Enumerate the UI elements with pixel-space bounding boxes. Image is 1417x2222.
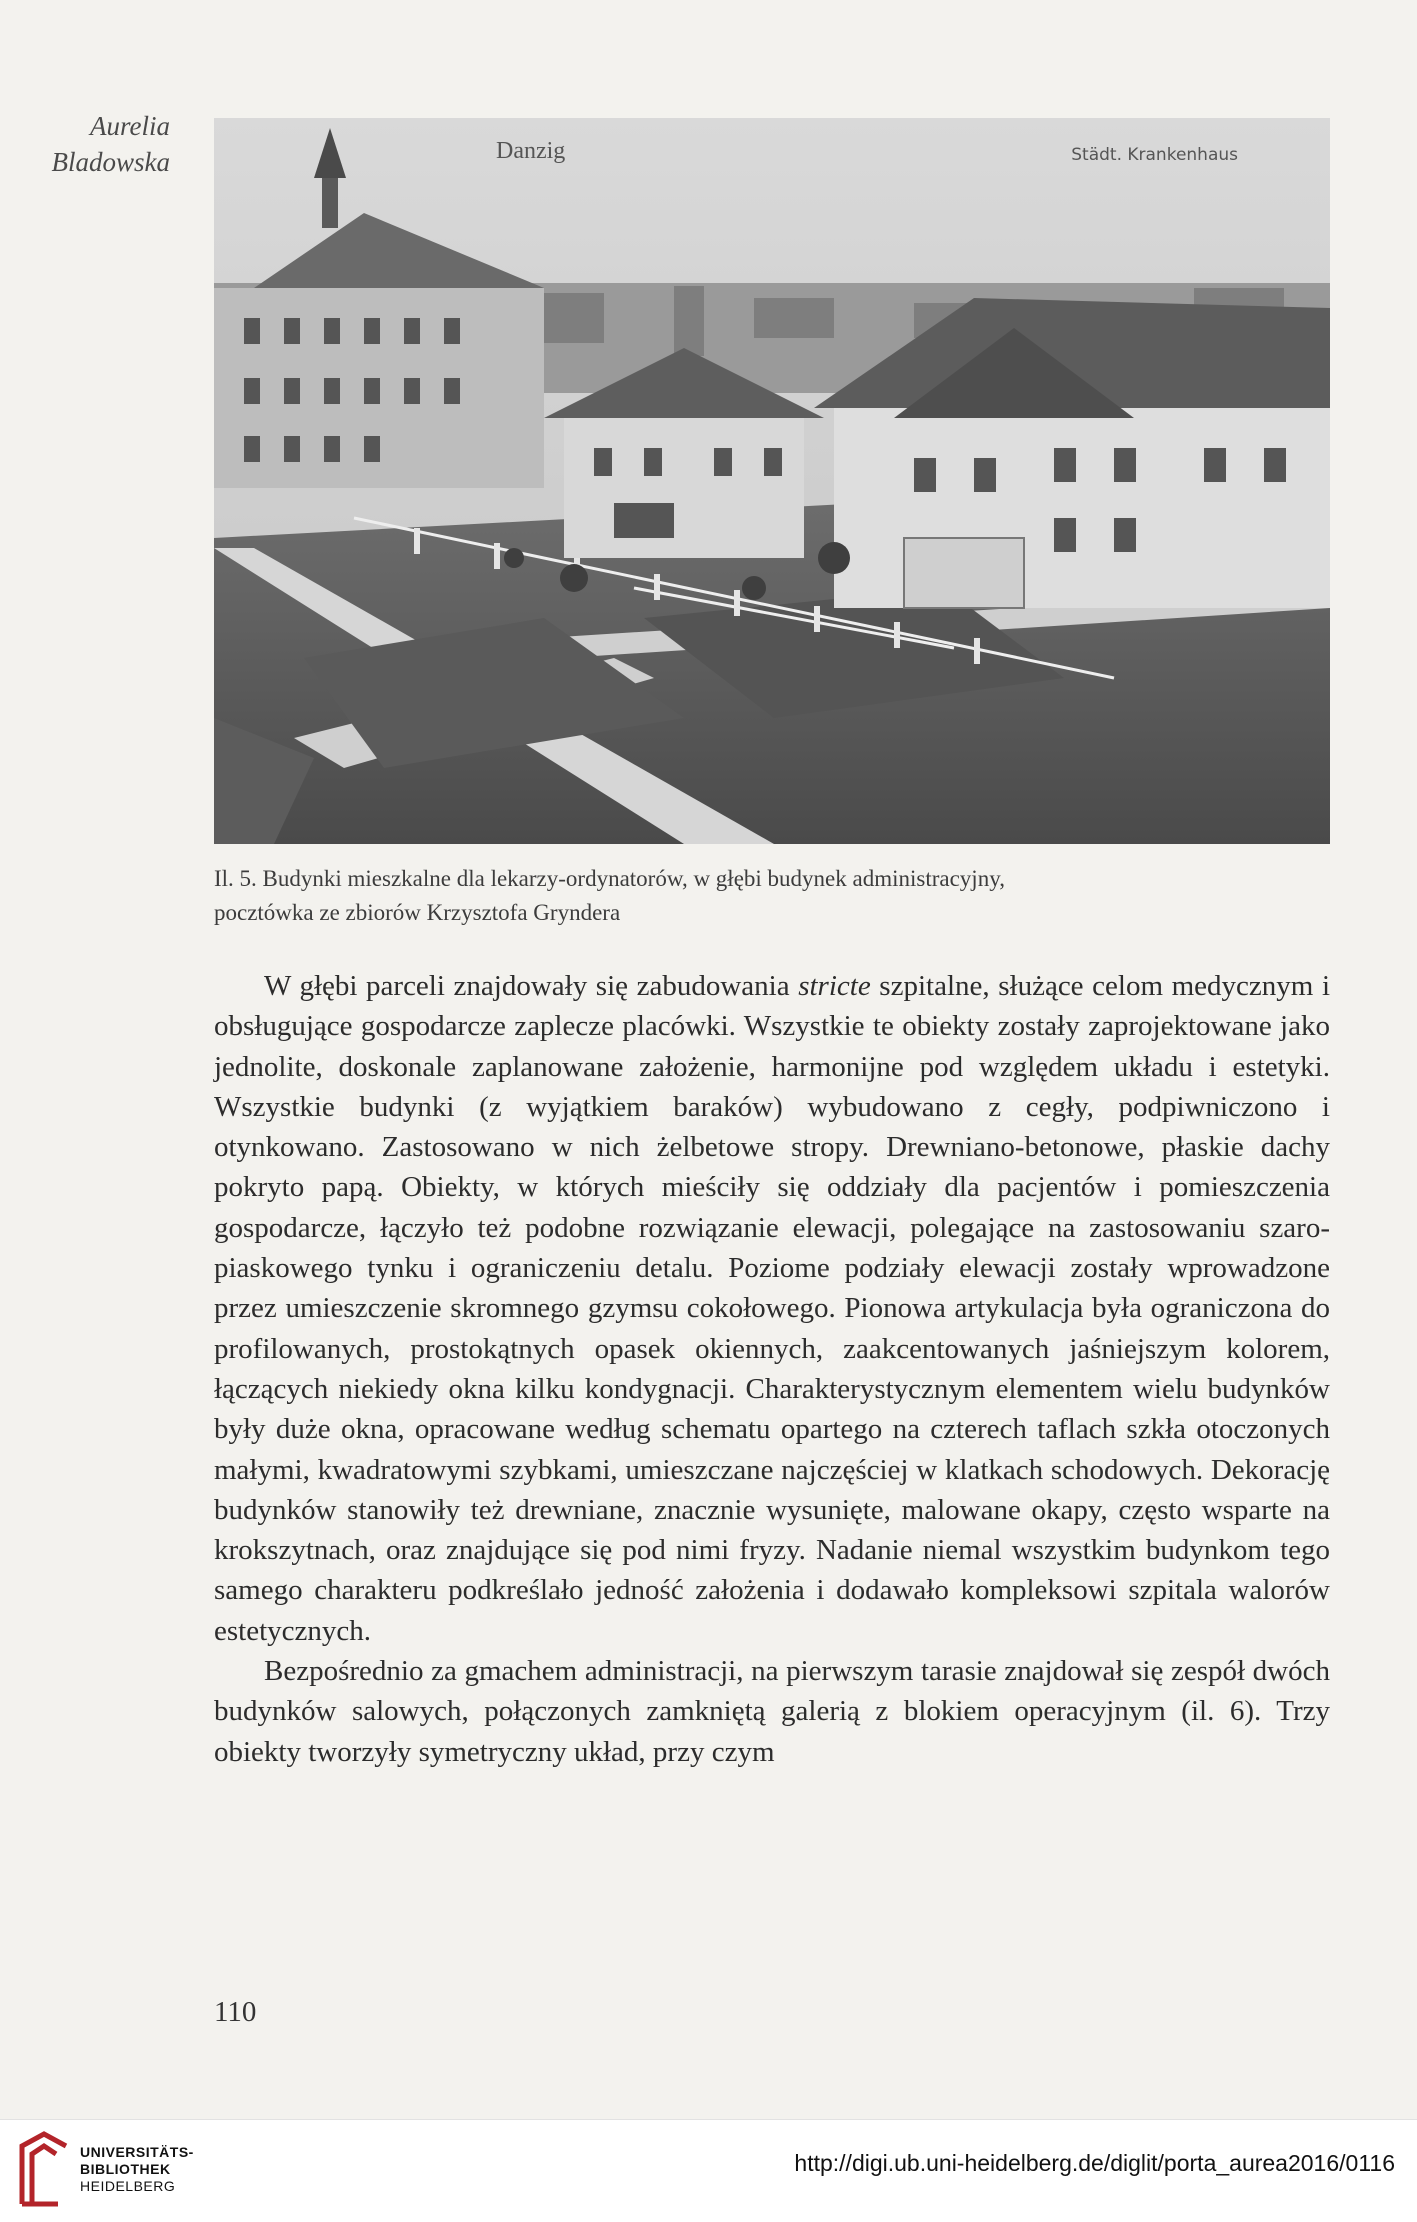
caption-line-2: pocztówka ze zbiorów Krzysztofa Gryndera [214, 900, 621, 925]
library-line-2: BIBLIOTHEK [80, 2161, 171, 2177]
library-logo-icon [14, 2130, 70, 2212]
postcard-subtitle: Städt. Krankenhaus [1071, 145, 1238, 165]
paragraph-1-rest: szpitalne, służące celom medycznym i obsługujące gospodarcze zaplecze placówki. Wszystkie te obiekty zostały zaprojektowane jako jednolite, doskonale zaplanowane założenie, harmonijne pod względem układu i estetyki. Wszystkie budynki (z wyjątkiem baraków) wybudowano z cegły, podpiwniczono i otynkowano. Zastosowano w nich żelbetowe stropy. Drewniano-betonowe, płaskie dachy pokryto papą. Obiekty, w których mieściły się oddziały dla pacjentów i pomieszczenia gospodarcze, łączyło też podobne rozwiązanie elewacji, polegające na zastosowaniu szaro-piaskowego tynku i ograniczeniu detalu. Poziome podziały elewacji zostały wprowadzone przez umieszczenie skromnego gzymsu cokołowego. Pionowa artykulacja była ograniczona do profilowanych, prostokątnych opasek okiennych, zaakcentowanych jaśniejszym kolorem, łączących niekiedy okna kilku kondygnacji. Charakterystycznym elementem wielu budynków były duże okna, opracowane według schematu opartego na czterech taflach szkła otoczonych małymi, kwadratowymi szybkami, umieszczane najczęściej w klatkach schodowych. Dekorację budynków stanowiły też drewniane, znacznie wysunięte, malowane okapy, często wsparte na krokszytnach, oraz znajdujące się pod nimi fryzy. Nadanie niemal wszystkim budynkom tego samego charakteru podkreślało jedność założenia i dodawało kompleksowi szpitala walorów estetycznych. [214, 970, 1331, 1647]
author-last-name: Bladowska [51, 147, 170, 177]
paragraph-1 [214, 966, 1330, 1651]
library-name [80, 2144, 194, 2195]
source-url-link[interactable]: http://digi.ub.uni-heidelberg.de/diglit/porta_aurea2016/0116 [794, 2150, 1395, 2176]
postcard-photo [214, 118, 1330, 844]
italic-term: stricte [798, 970, 871, 1002]
postcard-title: Danzig [496, 138, 566, 164]
author-first-name: Aurelia [90, 111, 170, 141]
footer-bar [0, 2119, 1417, 2222]
figure-caption [214, 862, 1330, 930]
caption-line-1: Il. 5. Budynki mieszkalne dla lekarzy-ordynatorów, w głębi budynek administracyjny, [214, 866, 1005, 891]
paragraph-2: Bezpośrednio za gmachem administracji, na pierwszym tarasie znajdował się zespół dwóch budynków salowych, połączonych zamkniętą galerią z blokiem operacyjnym (il. 6). Trzy obiekty tworzyły symetryczny układ, przy czym [214, 1655, 1330, 1768]
paragraph-1-start: W głębi parceli znajdowały się zabudowania [264, 970, 799, 1002]
postcard-illustration [214, 118, 1330, 844]
page-number: 110 [214, 1996, 257, 2028]
library-line-1: UNIVERSITÄTS- [80, 2144, 194, 2160]
body-text [214, 966, 1330, 1772]
running-head-author [40, 108, 170, 180]
library-line-3: HEIDELBERG [80, 2178, 176, 2194]
